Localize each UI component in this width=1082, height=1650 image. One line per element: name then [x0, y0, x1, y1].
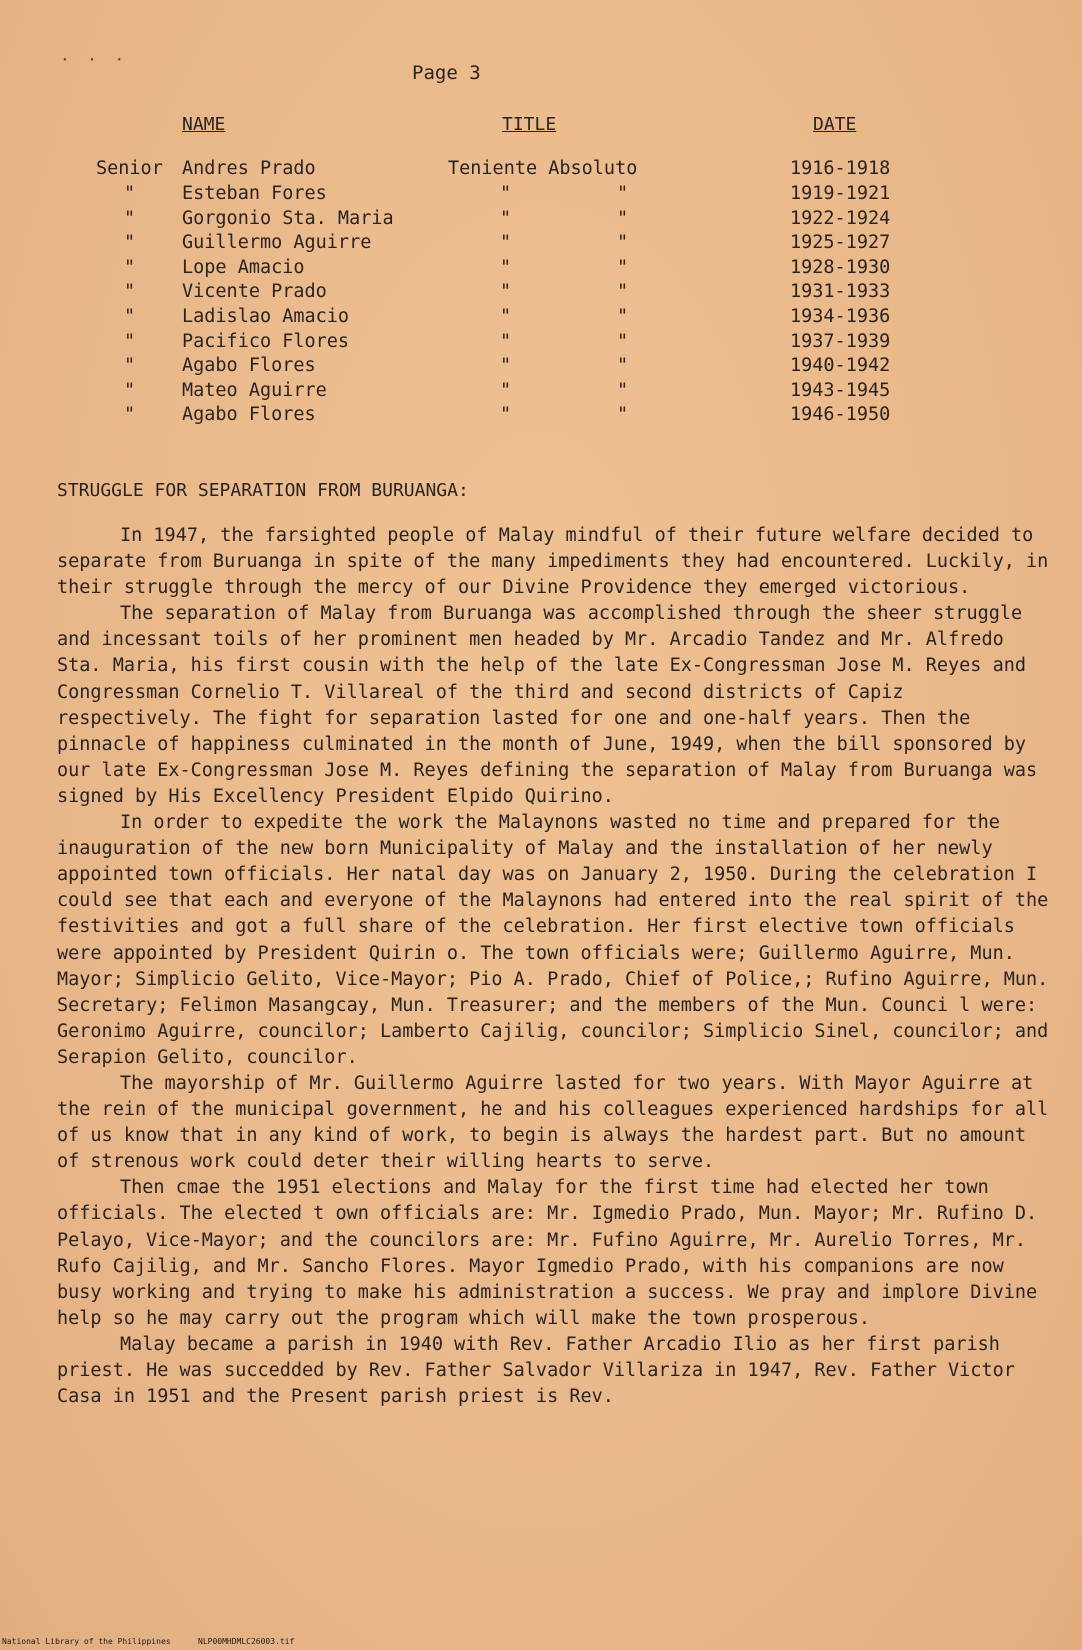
ditto-mark: " [617, 355, 629, 377]
table-row [0, 355, 1082, 381]
ditto-mark: " [617, 256, 629, 278]
table-row [0, 232, 1082, 258]
ditto-mark: " [500, 330, 512, 352]
term-dates: 1925-1927 [790, 232, 891, 254]
column-header-date: DATE [813, 114, 857, 135]
ditto-mark: " [617, 207, 629, 229]
table-row [0, 404, 1082, 430]
paragraph: The separation of Malay from Buruanga was accomplished through the sheer struggle and incessant toils of her prominent men headed by Mr. Arcadio Tandez and Mr. Alfredo Sta. Maria, his first cousin with the help of the late Ex-Congressman Jose M. Reyes and Congressman Cornelio T. Villareal of the third and second districts of Capiz respectively. The fight for separation lasted for one and one-half years. Then the pinnacle of happiness culminated in the month of June, 1949, when the bill sponsored by our late Ex-Congressman Jose M. Reyes defining the separation of Malay from Buruanga was signed by His Excellency President Elpido Quirino. [57, 603, 1038, 807]
ditto-mark: " [617, 281, 629, 303]
honorific: Senior [96, 158, 163, 179]
table-row [0, 331, 1082, 357]
ditto-mark: " [500, 306, 512, 327]
official-name: Lope Amacio [182, 256, 305, 278]
ditto-mark: " [617, 232, 629, 254]
column-header-title: TITLE [502, 114, 557, 135]
term-dates: 1946-1950 [790, 404, 891, 426]
ditto-mark: " [500, 404, 512, 426]
paragraph: The mayorship of Mr. Guillermo Aguirre lasted for two years. With Mayor Aguirre at the rein of the municipal government, he and his colleagues experienced hardships for all of us know that in any kind of work, to begin is always the hardest part. But no amount of strenous work could deter their willing hearts to serve. [57, 1072, 1049, 1173]
body-text [57, 523, 1057, 1410]
official-name: Agabo Flores [182, 355, 316, 377]
ditto-mark: " [124, 256, 136, 278]
table-row [0, 158, 1082, 184]
ditto-mark: " [617, 306, 629, 327]
official-name: Pacifico Flores [182, 330, 350, 352]
official-name: Ladislao Amacio [182, 306, 350, 327]
ditto-mark: " [500, 256, 512, 278]
table-row [0, 257, 1082, 283]
term-dates: 1928-1930 [790, 256, 891, 278]
ditto-mark: " [124, 330, 136, 352]
ditto-mark: " [617, 183, 629, 204]
ditto-mark: " [500, 355, 512, 377]
section-title: STRUGGLE FOR SEPARATION FROM BURUANGA: [57, 480, 469, 501]
ditto-mark: " [617, 330, 629, 352]
official-name: Esteban Fores [182, 183, 327, 204]
ditto-mark: " [124, 379, 136, 401]
page-number: Page 3 [412, 62, 481, 84]
term-dates: 1937-1939 [790, 330, 891, 352]
ditto-mark: " [124, 355, 136, 377]
term-dates: 1943-1945 [790, 379, 891, 401]
paragraph: In 1947, the farsighted people of Malay mindful of their future welfare decided to separate from Buruanga in spite of the many impediments they had encountered. Luckily, in their struggle through the mercy of our Divine Providence they emerged victorious. [57, 525, 1049, 599]
official-name: Andres Prado [182, 158, 316, 179]
ditto-mark: " [500, 183, 512, 204]
ditto-mark: " [124, 306, 136, 327]
term-dates: 1919-1921 [790, 183, 891, 204]
table-row [0, 306, 1082, 332]
ditto-mark: " [500, 379, 512, 401]
ditto-mark: " [500, 207, 512, 229]
table-row [0, 208, 1082, 234]
ditto-mark: " [617, 404, 629, 426]
paragraph: In order to expedite the work the Malaynons wasted no time and prepared for the inauguration of the new born Municipality of Malay and the installation of her newly appointed town officials. Her natal day was on January 2, 1950. During the celebration I could see that each and everyone of the Malaynons had entered into the real spirit of the festivities and got a full share of the celebration. Her first elective town officials were appointed by President Quirin o. The town officials were; Guillermo Aguirre, Mun. Mayor; Simplicio Gelito, Vice-Mayor; Pio A. Prado, Chief of Police,; Rufino Aguirre, Mun. Secretary; Felimon Masangcay, Mun. Treasurer; and the members of the Mun. Counci l were: Geronimo Aguirre, councilor; Lamberto Cajilig, councilor; Simplicio Sinel, councilor; and Serapion Gelito, councilor. [57, 812, 1049, 1068]
term-dates: 1922-1924 [790, 207, 891, 229]
term-dates: 1934-1936 [790, 306, 891, 327]
table-row [0, 183, 1082, 209]
ditto-mark: " [124, 207, 136, 229]
ditto-mark: " [500, 281, 512, 303]
table-row [0, 281, 1082, 307]
footer-filename: NLP00MHDMLC26003.tif [198, 1637, 295, 1646]
footer-library: National Library of the Philippines [2, 1637, 171, 1646]
paper-specks: · · · [60, 50, 129, 69]
official-name: Guillermo Aguirre [182, 232, 372, 254]
ditto-mark: " [124, 232, 136, 254]
ditto-mark: " [617, 379, 629, 401]
ditto-mark: " [124, 183, 136, 204]
ditto-mark: " [124, 404, 136, 426]
paragraph: Then cmae the 1951 elections and Malay for the first time had elected her town officials. The elected t own officials are: Mr. Igmedio Prado, Mun. Mayor; Mr. Rufino D. Pelayo, Vice-Mayor; and the councilors are: Mr. Fufino Aguirre, Mr. Aurelio Torres, Mr. Rufo Cajilig, and Mr. Sancho Flores. Mayor Igmedio Prado, with his companions are now busy working and trying to make his administration a success. We pray and implore Divine help so he may carry out the program which will make the town prosperous. [57, 1177, 1038, 1329]
official-name: Agabo Flores [182, 404, 316, 426]
official-title: Teniente Absoluto [448, 158, 638, 179]
ditto-mark: " [500, 232, 512, 254]
table-row [0, 380, 1082, 406]
ditto-mark: " [124, 281, 136, 303]
official-name: Mateo Aguirre [182, 379, 327, 401]
official-name: Gorgonio Sta. Maria [182, 207, 394, 229]
term-dates: 1940-1942 [790, 355, 891, 377]
term-dates: 1931-1933 [790, 281, 891, 303]
term-dates: 1916-1918 [790, 158, 891, 179]
official-name: Vicente Prado [182, 281, 327, 303]
paragraph: Malay became a parish in 1940 with Rev. Father Arcadio Ilio as her first parish priest. He was succedded by Rev. Father Salvador Villariza in 1947, Rev. Father Victor Casa in 1951 and the Present parish priest is Rev. [57, 1333, 1015, 1408]
column-header-name: NAME [182, 114, 226, 135]
